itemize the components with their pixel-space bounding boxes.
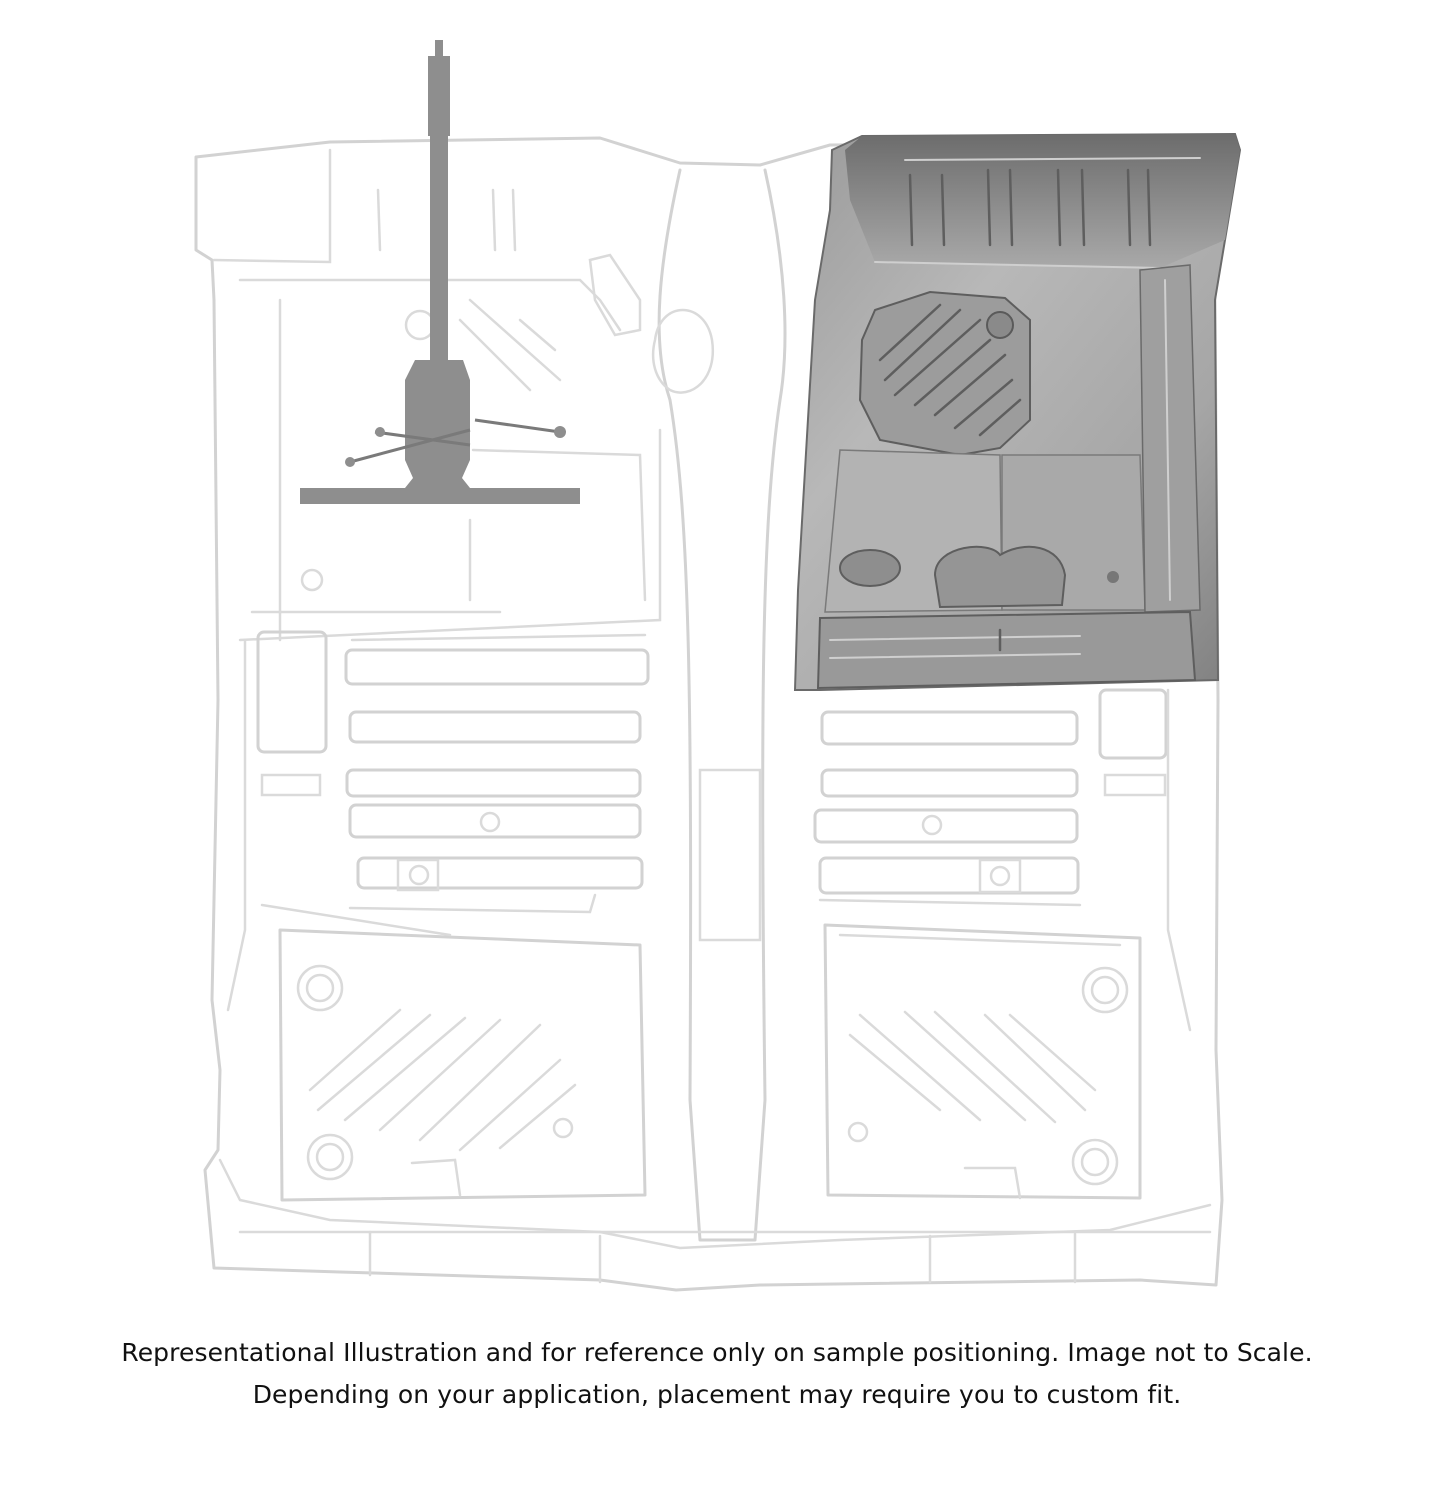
front-ribs-left xyxy=(378,190,560,390)
highlighted-floor-panel xyxy=(795,134,1240,690)
caption-line-1: Representational Illustration and for reference only on sample positioning. Image not to Scale. xyxy=(121,1338,1313,1367)
steering-column xyxy=(300,40,580,504)
caption-line-2: Depending on your application, placement may require you to custom fit. xyxy=(252,1380,1182,1409)
rear-ribs-right xyxy=(850,1012,1095,1122)
rear-ribs-left xyxy=(310,1010,575,1150)
